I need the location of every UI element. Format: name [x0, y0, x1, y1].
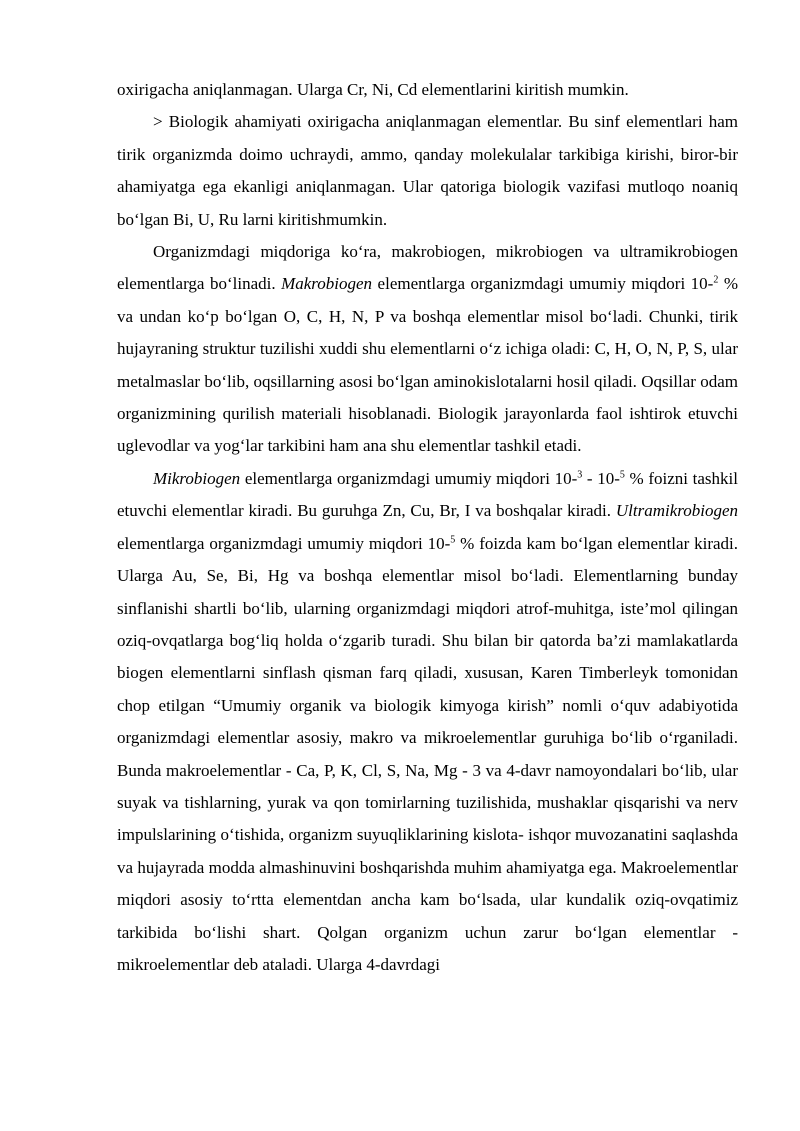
paragraph-4 [117, 463, 738, 982]
exponent: 5 [450, 534, 456, 546]
paragraph-1-text: oxirigacha aniqlanmagan. Ularga Cr, Ni, Cd elementlarini kiritish mumkin. [117, 80, 629, 99]
term-makrobiogen: Makrobiogen [281, 274, 373, 294]
exponent: 3 [577, 469, 583, 481]
paragraph-3-text-a: Organizmdagi miqdoriga ko‘ra, makrobiogen, mikrobiogen va ultramikrobiogen elementlarga bo‘linadi. [117, 242, 738, 294]
term-ultramikrobiogen: Ultramikrobiogen [615, 501, 738, 521]
paragraph-4-text-a: elementlarga organizmdagi umumiy miqdori 10- [240, 468, 578, 488]
term-mikrobiogen: Mikrobiogen [153, 468, 241, 488]
paragraph-2-text: > Biologik ahamiyati oxirigacha aniqlanmagan elementlar. Bu sinf elementlari ham tirik organizmda doimo uchraydi, ammo, qanday molekulalar tarkibiga kirishi, biror-bir ahamiyatga ega ekanligi aniqlanmagan. Ular qatoriga biologik vazifasi mutloqo noaniq bo‘lgan Bi, U, Ru larni kiritishmumkin. [117, 112, 738, 229]
paragraph-4-text-e: % foizda kam bo‘lgan elementlar kiradi. Ularga Au, Se, Bi, Hg va boshqa elementlar misol bo‘ladi. Elementlarning bunday sinflanishi shartli bo‘lib, ularning organizmdagi miqdori atrof-muhitga, iste’mol qilingan oziq-ovqatlarga bog‘liq holda o‘zgarib turadi. Shu bilan bir qatorda ba’zi mamlakatlarda biogen elementlarni sinflash qisman farq qiladi, xususan, Karen Timberleyk tomonidan chop etilgan “Umumiy organik va biologik kimyoga kirish” nomli o‘quv adabiyotida organizmdagi elementlar asosiy, makro va mikroelementlar guruhiga bo‘lib o‘rganiladi. Bunda makroelementlar - Ca, P, K, Cl, S, Na, Mg - 3 va 4-davr namoyondalari bo‘lib, ular suyak va tishlarning, yurak va qon tomirlarning tuzilishida, mushaklar qisqarishi va nerv impulslarining o‘tishida, organizm suyuqliklarining kislota- ishqor muvozanatini saqlashda va hujayrada modda almashinuvini boshqarishda muhim ahamiyatga ega. Makroelementlar miqdori asosiy to‘rtta elementdan ancha kam bo‘lsada, ular kundalik oziq-ovqatimiz tarkibida bo‘lishi shart. Qolgan organizm uchun zarur bo‘lgan elementlar - mikroelementlar deb ataladi. Ularga 4-davrdagi [117, 533, 739, 974]
document-page [117, 74, 738, 981]
paragraph-4-text-b: - 10- [582, 468, 620, 488]
exponent: 2 [713, 274, 719, 286]
paragraph-2 [117, 106, 738, 236]
paragraph-4-text-c: % foizni tashkil etuvchi elementlar kiradi. Bu guruhga Zn, Cu, Br, I va boshqalar kiradi. [117, 468, 738, 521]
paragraph-3-text-b: elementlarga organizmdagi umumiy miqdori 10- [372, 274, 714, 294]
paragraph-3 [117, 236, 738, 463]
paragraph-3-text-c: % va undan ko‘p bo‘lgan O, C, H, N, P va boshqa elementlar misol bo‘ladi. Chunki, tirik hujayraning struktur tuzilishi xuddi shu elementlarni o‘z ichiga oladi: C, H, O, N, P, S, ular metalmaslar bo‘lib, oqsillarning asosi bo‘lgan aminokislotalarni hosil qiladi. Oqsillar odam organizmining qurilish materiali hisoblanadi. Biologik jarayonlarda faol ishtirok etuvchi uglevodlar va yog‘lar tarkibini ham ana shu elementlar tashkil etadi. [117, 274, 738, 456]
paragraph-4-text-d: elementlarga organizmdagi umumiy miqdori 10- [117, 533, 451, 553]
exponent: 5 [619, 469, 625, 481]
paragraph-1 [117, 74, 738, 106]
